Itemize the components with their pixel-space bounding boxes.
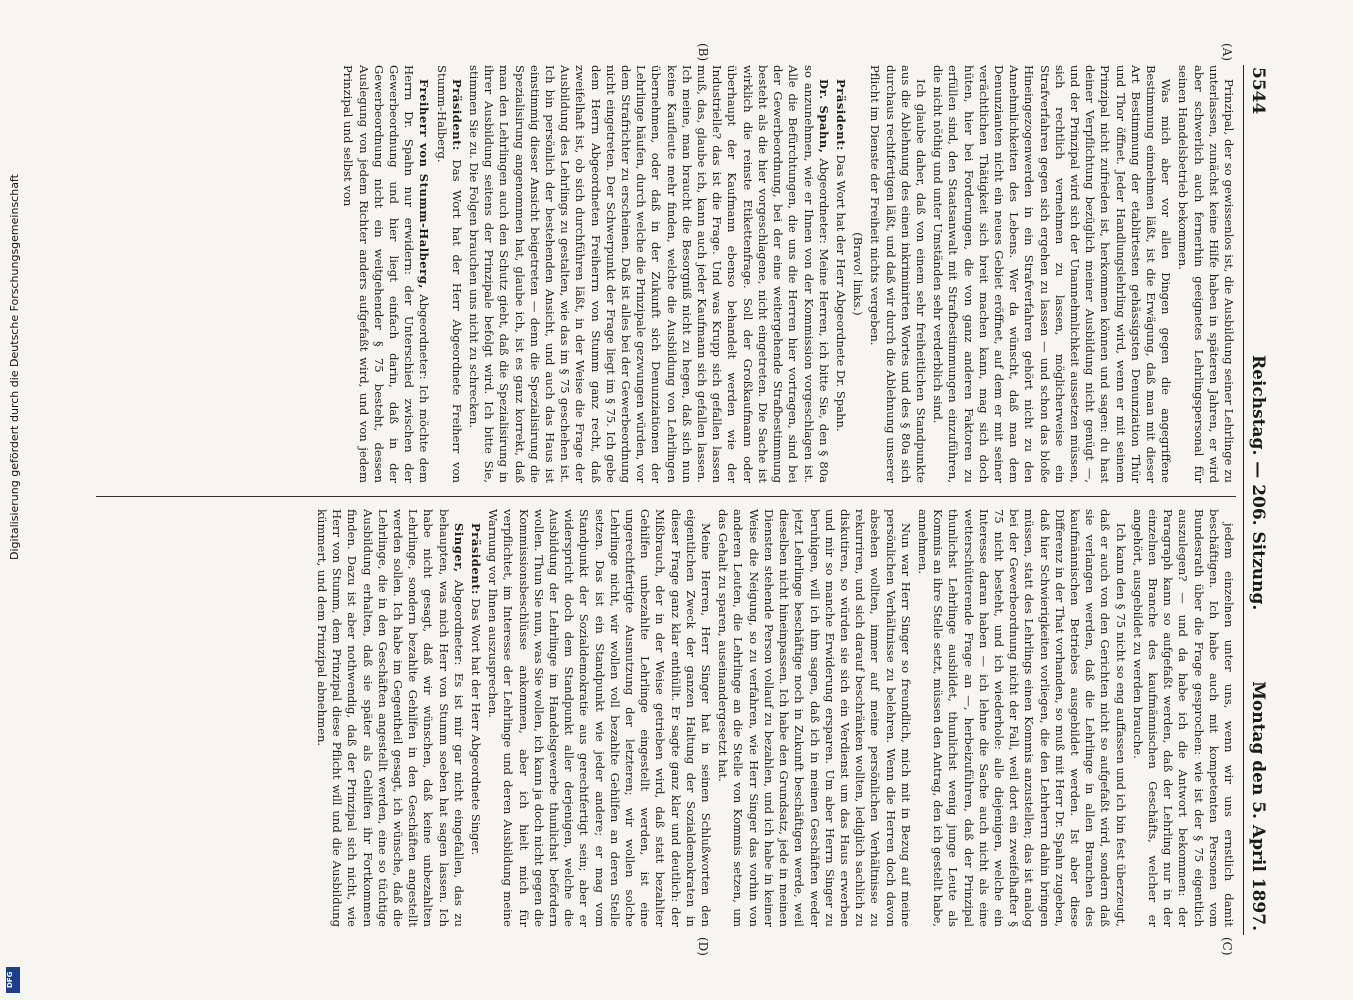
paragraph: jedem einzelnen unter uns, wenn wir uns ernstlich damit beschäftigen. Ich habe auch mit kompetenten Personen vom Bundesrath über die Frage gesprochen: wie ist der § 75 eigentlich auszulegen? — und da habe ich die Antwort bekommen: der Paragraph kann so aufgefaßt werden, daß der Lehrling nur in der einzelnen Branche des kaufmännischen Geschäfts, welcher er angehört, ausgebildet zu werden brauche. xyxy=(1130,509,1236,927)
column-divider xyxy=(96,496,1236,497)
dfg-logo: DFG xyxy=(6,967,20,993)
speaker-paragraph xyxy=(833,65,848,483)
speaker-name: Dr. Spahn, xyxy=(816,79,831,154)
interjection: (Bravo! links.) xyxy=(851,232,866,316)
page-header xyxy=(1243,65,1270,935)
paragraph: Ich glaube daher, daß von einem sehr freiheitlichen Standpunkte aus die Ablehnung des einen inkriminirten Wortes und des § 80a sich durchaus rechtfertigen läßt, und daß wir durch die Ablehnung unserer Pflicht im Dienste der Freiheit nichts vergeben. xyxy=(868,65,928,483)
speaker-name: Präsident: xyxy=(469,523,484,595)
margin-mark-d: (D) xyxy=(696,937,710,956)
paragraph: Ich kann den § 75 nicht so eng auffassen und ich bin fest überzeugt, daß er auch von den Gerichten nicht so aufgefaßt wird, sondern daß sie verlangen werden, daß die Lehrlinge in allen Branchen des kaufmännischen Betriebes ausgebildet werden. Ist aber diese Differenz in der That vorhanden, so muß mit Herr Dr. Spahn zugeben, daß hier Schwierigkeiten vorliegen, die den Lehrherrn dahin bringen müssen, statt des Lehrlings einen Kommis anzustellen; das ist analog bei der Gewerbeordnung nicht der Fall, weil dort ein zweifelhafter § 75 nicht besteht, und ich wiederhole: alle diejenigen, welche ein Interesse daran haben — ich lehne die Sache auch nicht als eine wetterschütterende Frage an —, herbeizuführen, daß der Prinzipal thunlichst Lehrlinge ausbildet, thunlichst wenig junge Leute als Kommis an ihre Stelle setzt, müssen den Antrag, den ich gestellt habe, annehmen. xyxy=(915,509,1128,927)
speech-text: Abgeordneter: Meine Herren, ich bitte Sie, den § 80a so anzunehmen, wie er Ihnen von der Kommission vorgeschlagen ist. Alle die Befürchtungen, die uns die Herren hier vortragen, sind bei der Gewerbeordnung, bei der eine weitergehende Strafbestimmung besteht als die hier vorgeschlagene, nicht eingetreten. Die Sache ist wirklich die reinste Etikettenfrage. Soll der Großkaufmann oder überhaupt der Kaufmann ebenso behandelt werden wie der Industrielle? das ist die Frage. Und was Krupp sich gefallen lassen muß, das, glaube ich, kann auch jeder Kaufmann sich gefallen lassen. Ich meine, man braucht die Besorgniß nicht zu hegen, daß sich nun keine Kaufleute mehr finden, welche die Ausbildung von Lehrlingen übernehmen, oder daß in der Zukunft sich Denunziationen der Lehrlinge häufen, durch welche die Prinzipale gezwungen würden, vor dem Strafrichter zu erscheinen. Daß ist alles bei der Gewerbeordnung nicht eingetreten. Der Schwerpunkt der Frage liegt im § 75. Ich gebe dem Herrn Abgeordneten Freiherrn von Stumm ganz recht, daß zweifelhaft ist, ob sich durchführen läßt, in der Weise die Frage der Ausbildung des Lehrlings zu gestalten, wie das im § 75 geschehen ist. Ich bin persönlich der bestehenden Ansicht, und auch das Haus ist einstimmig dieser Ansicht beigetreten — denn die Spezialisirung die Spezialisirung angenommen hat, glaube ich, ist es ganz korrekt, daß man den Lehrlingen auch den Schutz giebt, daß die Spezialisirung in ihrer Ausbildung seitens der Prinzipale befolgt wird. Ich bitte Sie, stimmen Sie zu. Die Folgen brauchen uns nicht zu schrecken. xyxy=(467,65,831,483)
paragraph: Meine Herren, Herr Singer hat in seinen Schlußworten den eigentlichen Zweck der ganzen Haltung der Sozialdemokraten in dieser Frage ganz klar enthüllt. Er sagte ganz klar und deutlich: der Mißbrauch, der in der Weise getrieben wird, daß statt bezahlter Gehilfen unbezahlte Lehrlinge eingestellt werden, ist eine ungerechtfertigte Ausnutzung der letzteren; wir wollen solche Lehrlinge nicht, wir wollen voll bezahlte Gehilfen an deren Stelle setzen. Das ist ein Standpunkt wie jeder andere; er mag vom Standpunkt der Sozialdemokratie aus gerechtfertigt sein; aber er widerspricht doch dem Standpunkt aller derjenigen, welche die Ausbildung der Lehrlinge im Handelsgewerbe thunlichst befördern wollen. Thun Sie nun, was Sie wollen, ich kann ja doch nicht gegen die Kommissionsbeschlüsse ankommen, aber ich hielt mich für verpflichtet, im Interesse der Lehrlinge und deren Ausbildung meine Warnung vor Ihnen auszusprechen. xyxy=(486,509,714,927)
speaker-paragraph xyxy=(314,509,466,927)
speaker-name: Präsident: xyxy=(833,79,848,151)
speech-text: Das Wort hat der Herr Abgeordnete Dr. Spahn. xyxy=(833,154,848,432)
speaker-paragraph xyxy=(340,65,431,483)
speaker-name: Singer, xyxy=(451,523,466,573)
speech-text: Das Wort hat der Herr Abgeordnete Singer. xyxy=(469,598,484,856)
margin-mark-b: (B) xyxy=(696,43,710,62)
speech-text: Abgeordneter: Es ist mir gar nicht eingefallen, das zu behaupten, was mich Herr von Stumm soeben hat sagen lassen. Ich habe nicht gesagt, daß wir wünschen, daß keine unbezahlten Lehrlinge, sondern bezahlte Gehilfen in den Geschäften angestellt werden sollen. Ich habe im Gegentheil gesagt, ich wünsche, daß die Lehrlinge, die in den Geschäften angestellt werden, eine so tüchtige Ausbildung erhalten, daß sie später als Gehilfen ihr Fortkommen finden. Dazu ist aber nothwendig, daß der Prinzipal sich nicht, wie Herr von Stumm, dem Prinzipal diese Pflicht will und die Ausbildung kümmert, und dem Prinzipal abnehmen. xyxy=(315,509,466,927)
speaker-name: Präsident: xyxy=(449,79,464,151)
speaker-name: Freiherr von Stumm-Halberg, xyxy=(417,79,432,289)
speech-text: Abgeordneter: Ich möchte dem Herrn Dr. Spahn nur erwidern: der Unterschied zwischen der Gewerbeordnung und hier liegt einfach darin, daß in der Gewerbeordnung nicht ein weitgehender § 75 besteht, dessen Auslegung von jedem Richter anders aufgefaßt wird, und von jedem Prinzipal und selbst von xyxy=(341,65,432,483)
page-number: 5544 xyxy=(1248,67,1268,115)
session-title: Reichstag. — 206. Sitzung. xyxy=(1248,355,1268,611)
paragraph: Was mich aber vor allen Dingen gegen die angegriffene Bestimmung einnehmen läßt, ist die Erwägung, daß man mit dieser Art Bestimmung der etablirtesten gehässigsten Denunziation Thür und Thor öffnet. Jeder Handlungslehrling wird, wenn er mit seinem Prinzipal nicht zufrieden ist, herkommen können und sagen: du hast deiner Verpflichtung bezüglich meiner Ausbildung nicht genügt —, und der Prinzipal wird sich der Unannehmlichkeit aussetzen müssen, sich rechtlich vernehmen zu lassen, möglicherweise ein Strafverfahren gegen sich ergehen zu lassen — und schon das bloße Hineingezogenwerden in ein Strafverfahren gehört nicht zu den Annehmlichkeiten des Lebens. Wer da wünscht, daß man dem Denunzianten nicht ein neues Gebiet eröffnet, auf dem er mit seiner verächtlichen Thätigkeit sich breit machen kann, mag sich doch hüten, hier bei Forderungen, die von ganz anderen Faktoren zu erfüllen sind, den Staatsanwalt mit Strafbestimmungen einzuführen, die nicht nöthig und unter Umständen sehr verderblich sind. xyxy=(931,65,1174,483)
speaker-paragraph xyxy=(433,65,463,483)
left-column xyxy=(96,65,1236,483)
rotated-page xyxy=(80,43,1270,956)
speaker-paragraph xyxy=(468,509,483,927)
margin-mark-c: (C) xyxy=(1220,937,1234,956)
right-column xyxy=(96,509,1236,927)
session-date: Montag den 5. April 1897. xyxy=(1248,681,1268,931)
paragraph: Nun war Herr Singer so freundlich, mich mit in Bezug auf meine persönlichen Verhältnisse zu belehren. Wenn die Herren doch davon absehen wollten, immer auf meine persönlichen Verhältnisse zu rekurriren, und sich darauf beschränken wollten, lediglich sachlich zu diskutiren, so würden sie sich ein Verdienst um das Haus erwerben und mir so manche Erwiderung ersparen. Um aber Herrn Singer zu beruhigen, will ich ihm sagen, daß ich in meinen Geschäften weder jetzt Lehrlinge beschäftige noch in Zukunft beschäftigen werde, weil dieselben nicht hineinpassen. Ich habe den Grundsatz, jede in meinen Diensten stehende Person vollauf zu bezahlen, und ich habe in keiner Weise die Neigung, so zu verfahren, wie Herr Singer das vorhin von anderen Leuten, die Lehrlinge an die Stelle von Kommis setzen, um das Gehalt zu sparen, auseinandergesetzt hat. xyxy=(716,509,913,927)
digitization-credit: Digitalisierung gefördert durch die Deutsche Forschungsgemeinschaft xyxy=(8,174,21,560)
margin-mark-a: (A) xyxy=(1220,43,1234,62)
speaker-paragraph xyxy=(466,65,831,483)
paragraph: Prinzipal, der so gewissenlos ist, die Ausbildung seiner Lehrlinge zu unterlassen, zunächst keine Hilfe haben in späteren Jahren, er wird aber schwerlich auch fernerhin geeignetes Lehrlingspersonal für seinen Handelsbetrieb bekommen. xyxy=(1176,65,1236,483)
speech-text: Das Wort hat der Herr Abgeordnete Freiherr von Stumm-Halberg. xyxy=(434,65,464,483)
